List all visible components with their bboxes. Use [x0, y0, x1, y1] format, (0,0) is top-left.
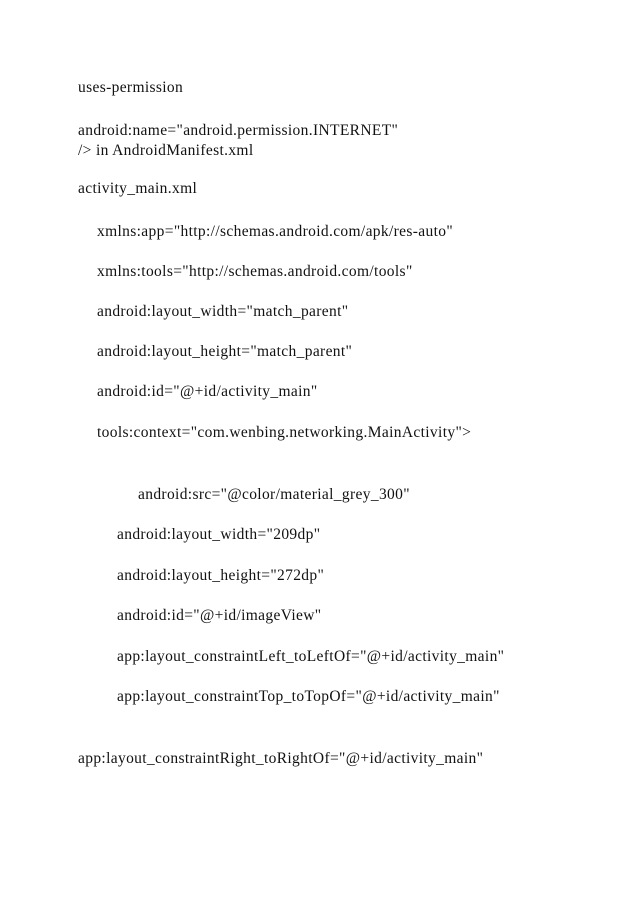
text-line-constraint-top: app:layout_constraintTop_toTopOf="@+id/activity_main" — [117, 688, 500, 705]
text-line-image-layout-width: android:layout_width="209dp" — [117, 526, 321, 543]
text-line-xmlns-tools: xmlns:tools="http://schemas.android.com/tools" — [97, 263, 413, 280]
text-line-image-layout-height: android:layout_height="272dp" — [117, 567, 325, 584]
text-line-xmlns-app: xmlns:app="http://schemas.android.com/apk/res-auto" — [97, 223, 454, 240]
text-line-tools-context: tools:context="com.wenbing.networking.MainActivity"> — [97, 424, 472, 441]
text-line-root-id: android:id="@+id/activity_main" — [97, 383, 318, 400]
text-line-layout-file-heading: activity_main.xml — [78, 180, 198, 197]
text-line-root-layout-height: android:layout_height="match_parent" — [97, 343, 353, 360]
text-line-uses-permission: uses-permission — [78, 79, 184, 96]
text-line-constraint-left: app:layout_constraintLeft_toLeftOf="@+id/activity_main" — [117, 648, 505, 665]
text-line-manifest-note: /> in AndroidManifest.xml — [78, 142, 254, 159]
text-line-root-layout-width: android:layout_width="match_parent" — [97, 303, 349, 320]
text-line-permission-name: android:name="android.permission.INTERNET" — [78, 122, 399, 139]
text-line-image-src: android:src="@color/material_grey_300" — [138, 486, 410, 503]
text-line-image-id: android:id="@+id/imageView" — [117, 607, 322, 624]
text-line-constraint-right: app:layout_constraintRight_toRightOf="@+id/activity_main" — [78, 750, 484, 767]
